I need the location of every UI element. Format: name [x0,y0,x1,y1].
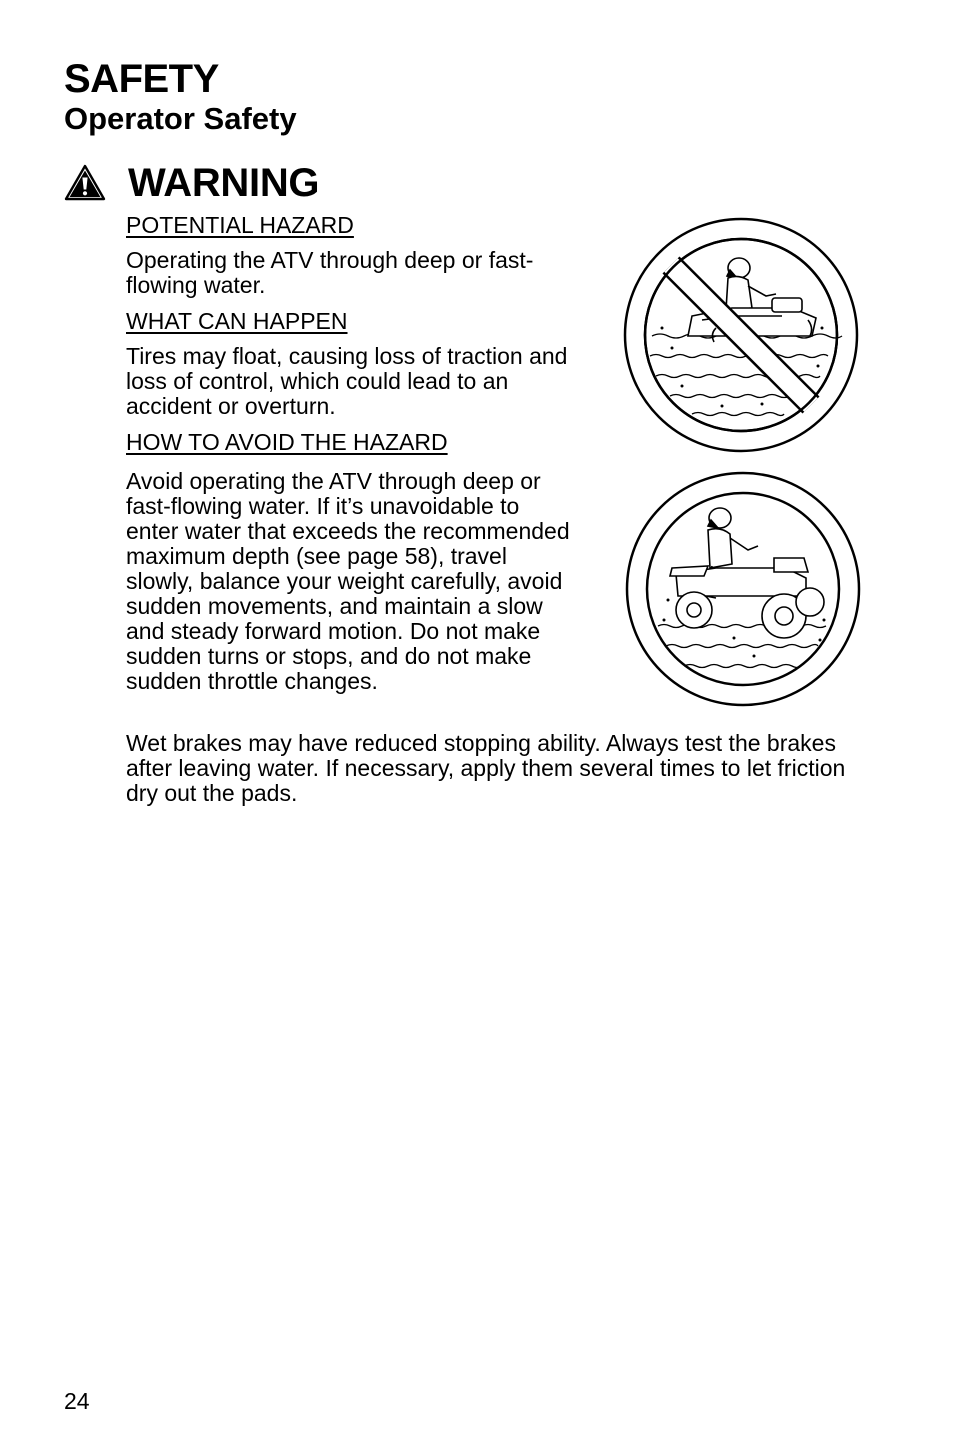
warning-label: WARNING [128,161,320,205]
how-to-avoid-text: Avoid operating the ATV through deep or fast-flowing water. If it’s unavoidable to enter water that exceeds the recommended maximum depth (see page 58), travel slowly, balance your weight carefully, avoid sudden movements, and maintain a slow and steady forward motion. Do not make sudden turns or stops, and do not make sudden throttle changes. [126,468,570,694]
how-to-avoid-heading: HOW TO AVOID THE HAZARD [126,429,448,455]
warning-header [64,158,319,208]
what-can-happen-heading: WHAT CAN HAPPEN [126,308,348,334]
prohibited-deep-water-icon [622,216,860,454]
potential-hazard-heading: POTENTIAL HAZARD [126,212,354,238]
page-number: 24 [64,1388,90,1414]
what-can-happen-text: Tires may float, causing loss of traction and loss of control, which could lead to an accident or overturn. [126,343,568,419]
potential-hazard-text: Operating the ATV through deep or fast-flowing water. [126,247,534,298]
warning-triangle-icon [64,164,106,202]
atv-in-water-icon [624,470,862,708]
page-title: SAFETY [64,57,219,101]
wet-brakes-text: Wet brakes may have reduced stopping ability. Always test the brakes after leaving water. If necessary, apply them several times to let friction dry out the pads. [126,730,846,806]
section-subtitle: Operator Safety [64,101,297,136]
